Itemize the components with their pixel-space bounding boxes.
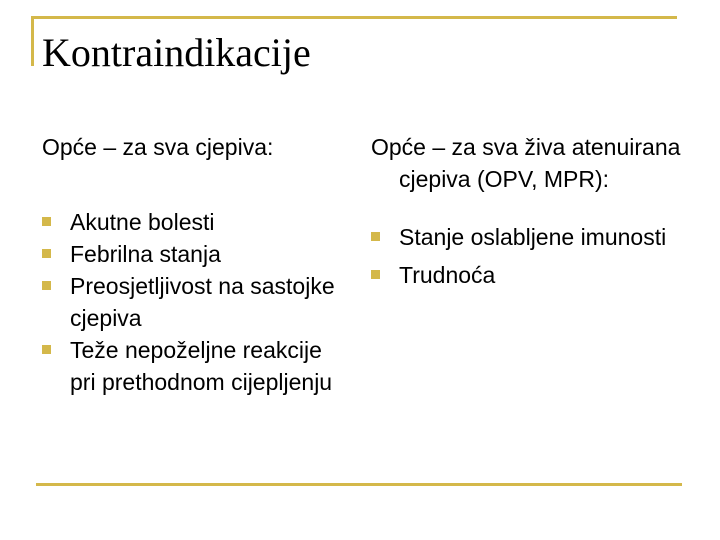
frame-bottom-rule — [36, 483, 682, 486]
square-bullet-icon — [371, 232, 380, 241]
frame-top-rule — [31, 16, 677, 19]
list-item — [42, 238, 352, 270]
left-bullet-list — [42, 206, 352, 398]
slide-title: Kontraindikacije — [42, 30, 311, 75]
list-item-text: Stanje oslabljene imunosti — [399, 224, 667, 250]
square-bullet-icon — [42, 217, 51, 226]
frame-left-rule — [31, 16, 34, 66]
list-item-text: Akutne bolesti — [70, 209, 215, 235]
square-bullet-icon — [42, 281, 51, 290]
list-item-text: Teže nepoželjne reakcije pri prethodnom cijepljenju — [70, 337, 333, 395]
list-item — [42, 206, 352, 238]
list-item — [371, 221, 711, 253]
list-item-text: Preosjetljivost na sastojke cjepiva — [70, 273, 335, 331]
right-bullet-list — [371, 221, 711, 291]
square-bullet-icon — [42, 345, 51, 354]
list-item — [42, 334, 352, 398]
right-column-heading: Opće – za sva živa atenuirana cjepiva (OPV, MPR): — [371, 134, 681, 192]
right-column — [371, 131, 711, 291]
square-bullet-icon — [42, 249, 51, 258]
list-item — [42, 270, 352, 334]
square-bullet-icon — [371, 270, 380, 279]
list-item-text: Febrilna stanja — [70, 241, 221, 267]
left-column-heading: Opće – za sva cjepiva: — [42, 134, 274, 160]
left-column — [42, 131, 352, 398]
list-item-text: Trudnoća — [399, 262, 496, 288]
list-item — [371, 259, 711, 291]
